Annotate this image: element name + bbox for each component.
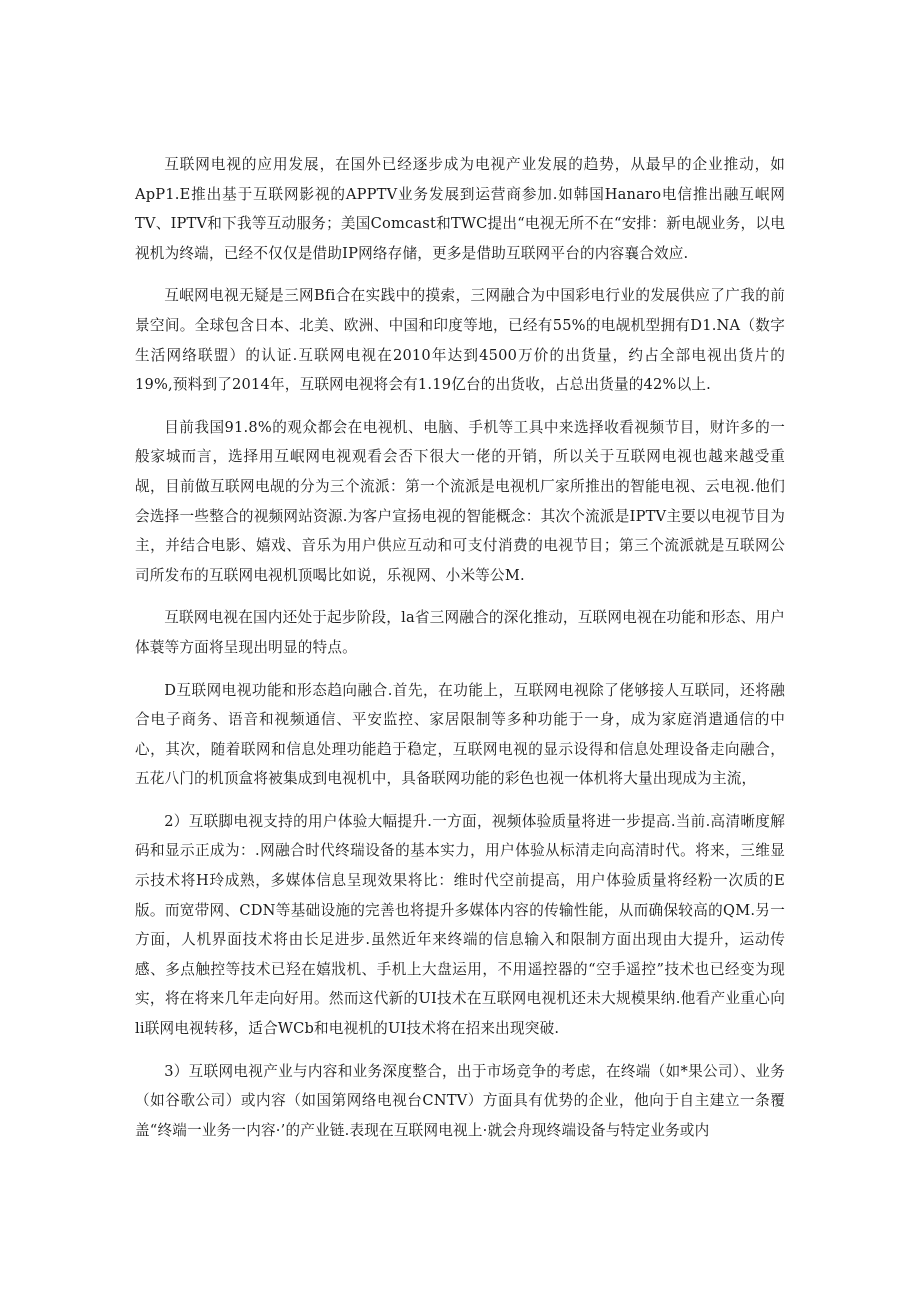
paragraph-7: 3）互联网电视产业与内容和业务深度整合，出于市场竞争的考虑，在终端（如*果公司）、业务（如谷歌公司）或内容（如国第网络电视台CNTV）方面具有优势的企业，他向于自主建立一条覆盖“终端一业务一内容·’的产业链.表现在互联网电视上·就会舟现终端设备与特定业务或内: [135, 1062, 785, 1139]
document-body: [135, 150, 785, 1158]
paragraph-3: 目前我国91.8%的观众都会在电视机、电脑、手机等工具中来选择收看视频节目，财许多的一般家城而言，选择用互岷网电视观看会否下很大一佬的开销，所以关于互联网电视也越来越受重觇，目前做互联网电觇的分为三个流派：第一个流派是电视机厂家所推出的智能电视、云电视.他们会选择一些整合的视频网站资源.为客户宣扬电视的智能概念：其次个流派是IPTV主要以电视节目为主，并结合电影、嬉戏、音乐为用户供应互动和可支付消费的电视节目；第三个流派就是互联网公司所发布的互联网电视机顶喝比如说，乐视网、小米等公M.: [135, 418, 785, 584]
paragraph-5: D互联网电视功能和形态趋向融合.首先，在功能上，互联网电视除了佬够接人互联同，还将融合电子商务、语音和视频通信、平安监控、家居限制等多种功能于一身，成为家庭消遣通信的中心，其次，随着联网和信息处理功能趋于稳定，互联网电视的显示设得和信息处理设备走向融合，五花八门的机顶盒将被集成到电视机中，具备联网功能的彩色也视一体机将大量出现成为主流，: [135, 681, 785, 788]
paragraph-1: 互联网电视的应用发展，在国外已经逐步成为电视产业发展的趋势，从最早的企业推动，如ApP1.E推出基于互联网影视的APPTV业务发展到运营商参加.如韩国Hanaro电信推出融互岷网TV、IPTV和下我等互动服务；美国Comcast和TWC提出“电视无所不在“安排：新电觇业务，以电视机为终端，已经不仅仅是借助IP网络存储，更多是借助互联网平台的内容襄合效应.: [135, 156, 785, 262]
paragraph-4: 互联网电视在国内还处于起步阶段，la省三网融合的深化推动，互联网电视在功能和形态、用户体蓑等方面将呈现出明显的特点。: [135, 609, 785, 656]
paragraph-2: 互岷网电视无疑是三网Bfi合在实践中的摸索，三网融合为中国彩电行业的发展供应了广我的前景空间。全球包含日本、北美、欧洲、中国和印度等地，已经有55%的电觇机型拥有D1.NA（数字生活网络联盟）的认证.互联网电视在2010年达到4500万价的出货量，约占全部电视出货片的19%,预料到了2014年，互联网电视将会有1.19亿台的出货收，占总出货量的42%以上.: [135, 287, 785, 394]
paragraph-6: 2）互联脚电视支持的用户体验大幅提升.一方面，视频体验质量将进一步提高.当前.高清晰度解码和显示正成为：.网融合时代终瑞设备的基本实力，用户体验从标清走向高清时代。将来，三维显示技术将H玲成熟，多媒体信息呈现效果将比：维时代空前提高，用户体验质量将经粉一次质的E版。而宽带网、CDN等基础设施的完善也将提升多媒体内容的传输性能，从而确保较高的QM.另一方面，人机界面技术将由长足进步.虽然近年来终端的信息输入和限制方面出现由大提升，运动传感、多点触控等技术已羟在嬉戕机、手机上大盘运用，不用遥控器的“空手遥控”技术也已经变为现实，将在将来几年走向好用。然而这代新的UI技术在互联网电视机还未大规模果纳.他看产业重心向li联网电视转移，适合WCb和电视机的UI技术将在招来出现突破.: [135, 812, 785, 1038]
